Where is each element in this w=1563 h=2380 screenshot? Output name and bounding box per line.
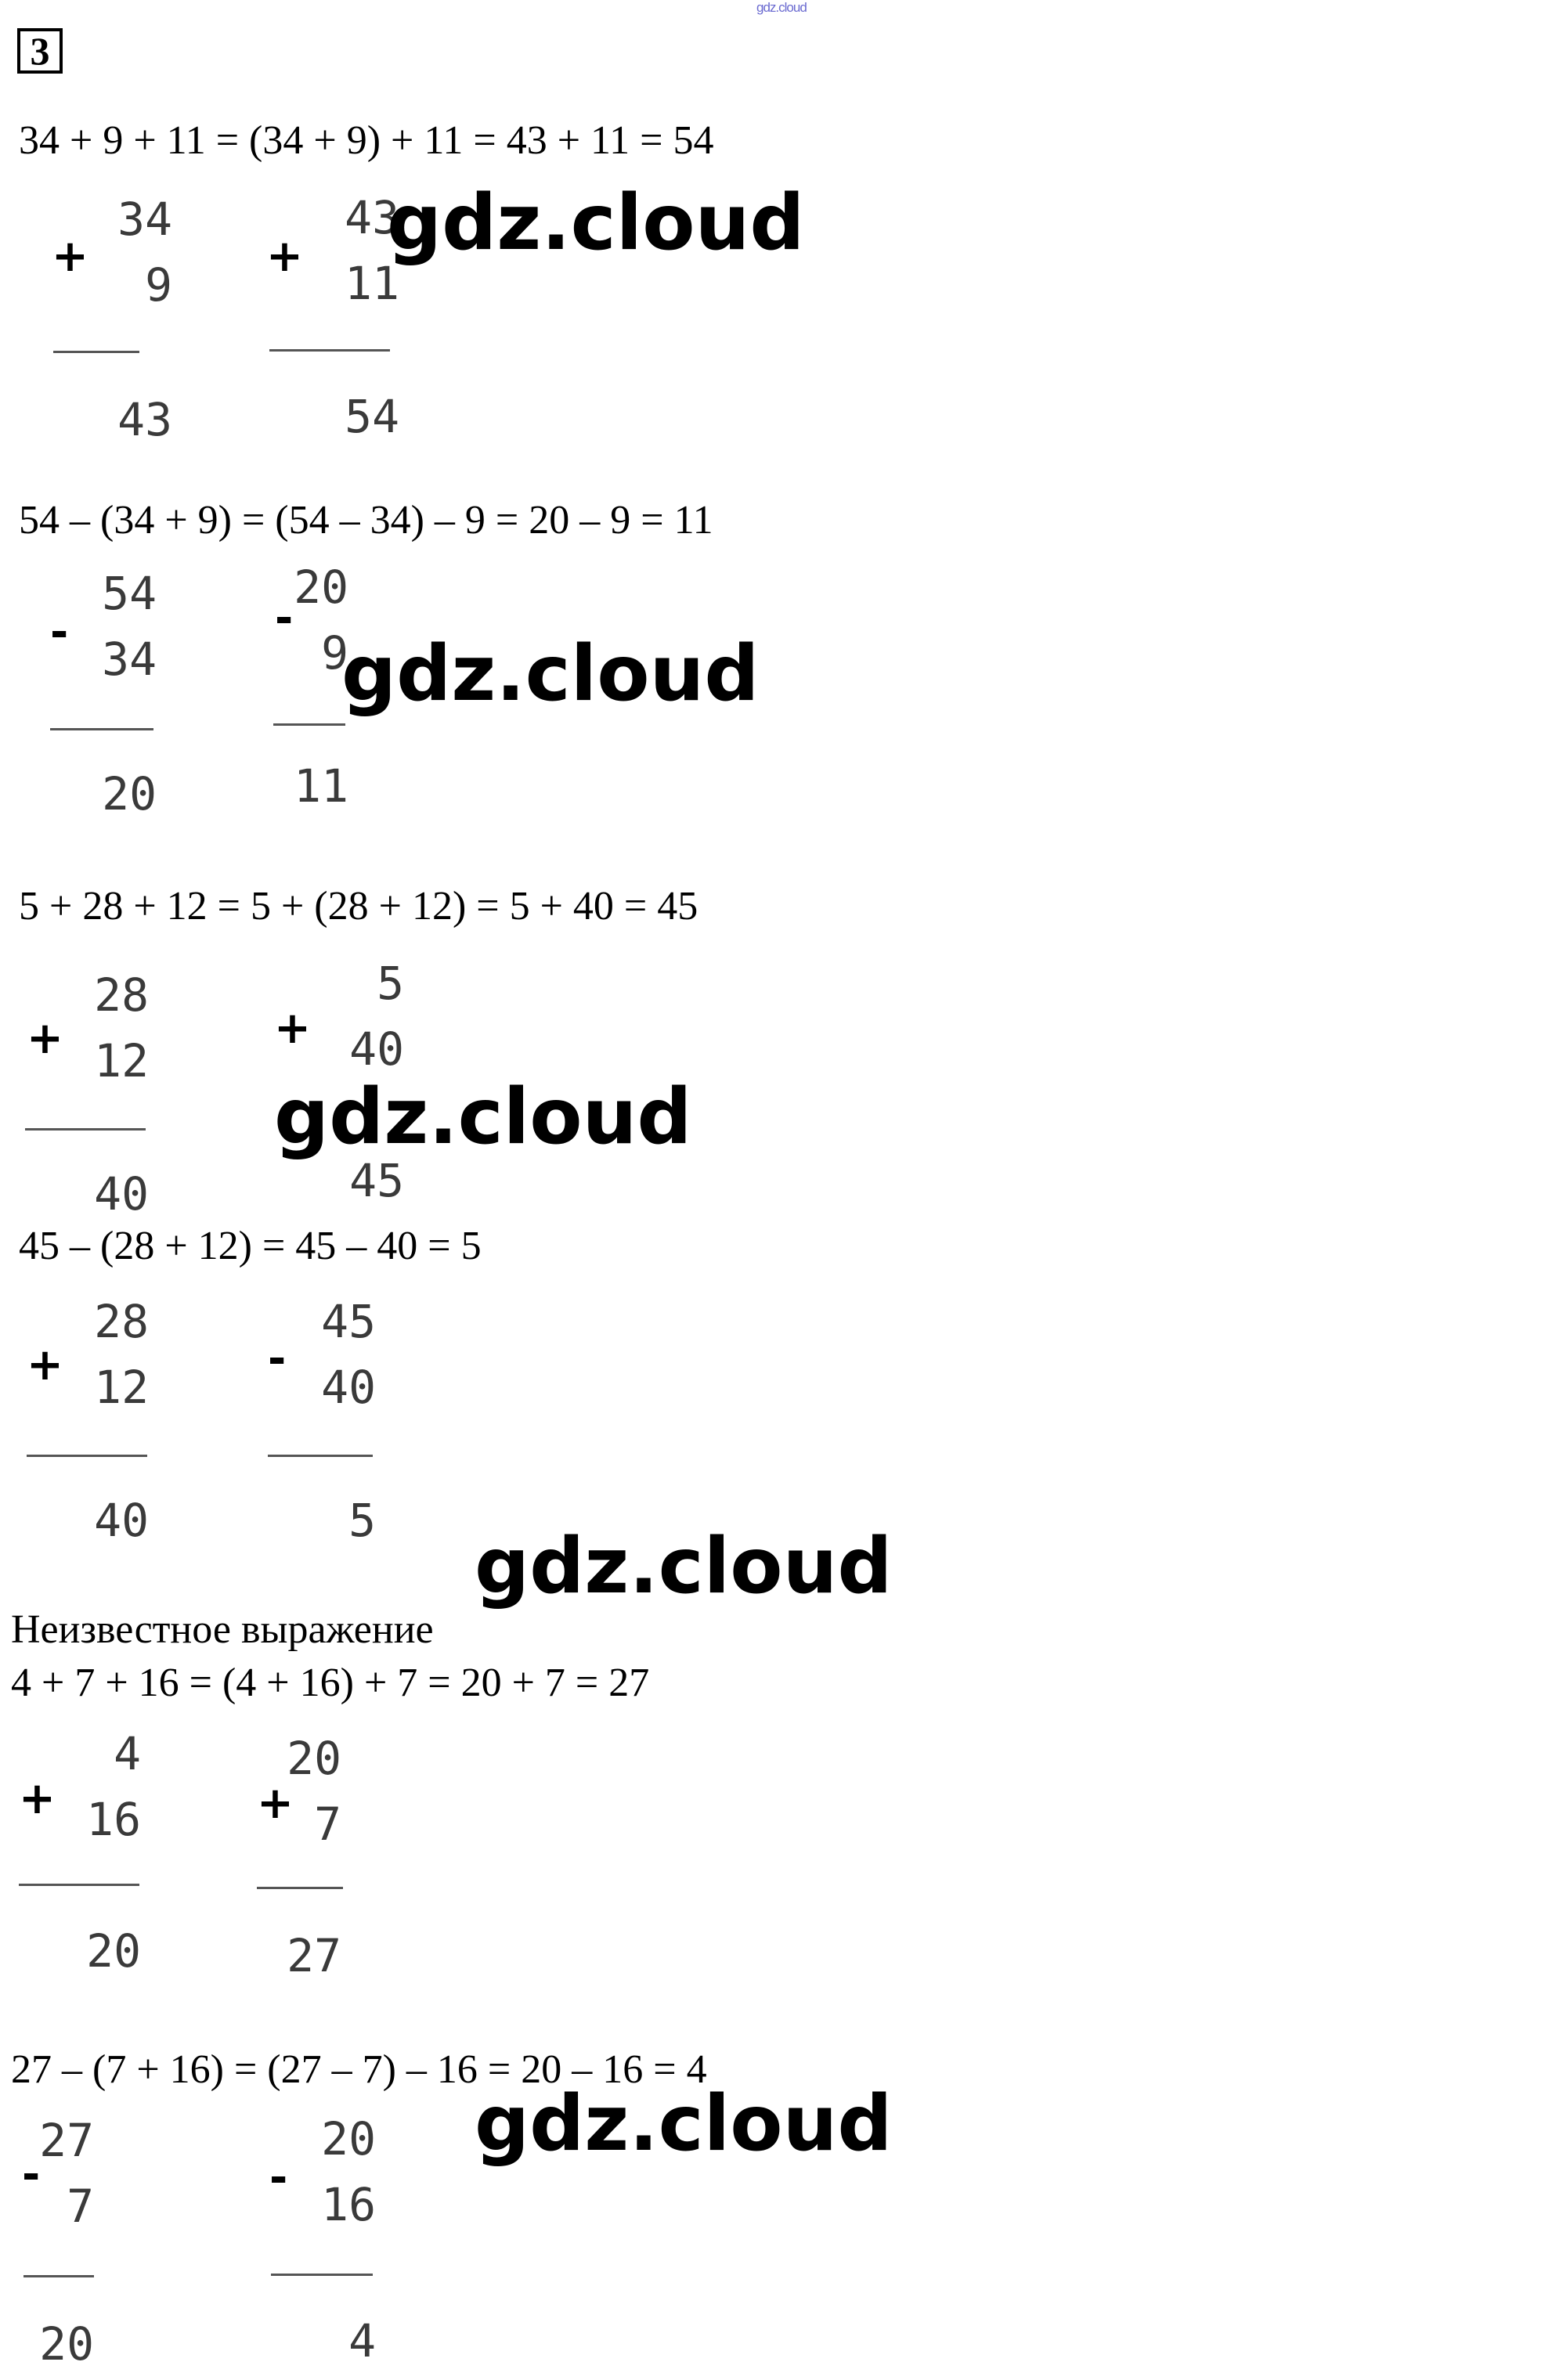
operand-bottom: 40: [349, 1022, 404, 1076]
operand-top: 20: [321, 2112, 376, 2165]
column-subtraction-1: [16, 564, 157, 830]
equation-5: 4 + 7 + 16 = (4 + 16) + 7 = 20 + 7 = 27: [11, 1661, 650, 1705]
column-addition-7: [200, 1732, 341, 1998]
operand-top: 28: [94, 1295, 149, 1348]
plus-sign: +: [274, 1003, 311, 1054]
result-line: [53, 351, 139, 353]
minus-sign: -: [275, 593, 294, 644]
result: 20: [39, 2317, 94, 2371]
result-line: [27, 1455, 147, 1457]
column-addition-2: [258, 188, 399, 454]
plus-sign: +: [266, 231, 303, 282]
column-addition-3: [8, 967, 149, 1233]
column-subtraction-3: [235, 1295, 376, 1561]
plus-sign: +: [27, 1340, 63, 1390]
plus-sign: +: [52, 231, 88, 282]
column-subtraction-5: [235, 2114, 376, 2380]
column-subtraction-2: [208, 561, 348, 827]
operand-bottom: 9: [145, 258, 172, 312]
minus-sign: -: [269, 2152, 288, 2203]
result-line: [268, 1455, 373, 1457]
result: 54: [345, 390, 399, 443]
column-addition-1: [31, 188, 172, 454]
result-line: [273, 723, 345, 726]
equation-4: 45 – (28 + 12) = 45 – 40 = 5: [19, 1224, 482, 1268]
equation-2: 54 – (34 + 9) = (54 – 34) – 9 = 20 – 9 = 11: [19, 498, 713, 543]
unknown-expression-label: Неизвестное выражение: [11, 1607, 434, 1652]
result: 40: [94, 1167, 149, 1221]
result-line: [23, 2275, 94, 2277]
operand-top: 27: [39, 2114, 94, 2167]
operand-bottom: 16: [321, 2178, 376, 2231]
watermark: gdz.cloud: [274, 1073, 692, 1162]
operand-top: 20: [294, 561, 348, 614]
operand-bottom: 11: [345, 257, 399, 310]
equation-3: 5 + 28 + 12 = 5 + (28 + 12) = 5 + 40 = 45: [19, 884, 698, 929]
result: 4: [348, 2314, 376, 2367]
plus-sign: +: [257, 1778, 294, 1829]
result: 40: [94, 1494, 149, 1547]
operand-bottom: 7: [314, 1798, 341, 1851]
operand-top: 43: [345, 191, 399, 244]
operand-bottom: 34: [102, 633, 157, 686]
operand-top: 45: [321, 1295, 376, 1348]
minus-sign: -: [268, 1333, 287, 1384]
result-line: [257, 1887, 343, 1889]
result: 20: [102, 767, 157, 820]
operand-bottom: 12: [94, 1034, 149, 1087]
plus-sign: +: [27, 1013, 63, 1064]
result-line: [25, 1128, 146, 1130]
column-addition-6: [0, 1727, 141, 1993]
result-line: [269, 349, 390, 352]
watermark: gdz.cloud: [475, 2079, 893, 2169]
operand-top: 4: [114, 1727, 141, 1780]
equation-6: 27 – (7 + 16) = (27 – 7) – 16 = 20 – 16 = 4: [11, 2047, 707, 2092]
operand-bottom: 7: [67, 2180, 94, 2233]
operand-bottom: 16: [86, 1793, 141, 1846]
operand-bottom: 9: [321, 626, 348, 680]
operand-top: 34: [117, 193, 172, 246]
plus-sign: +: [19, 1773, 56, 1824]
operand-top: 20: [287, 1732, 341, 1785]
operand-top: 5: [377, 957, 404, 1010]
watermark: gdz.cloud: [341, 629, 760, 719]
column-subtraction-4: [0, 2114, 94, 2380]
operand-bottom: 40: [321, 1361, 376, 1414]
watermark: gdz.cloud: [387, 178, 805, 268]
equation-1: 34 + 9 + 11 = (34 + 9) + 11 = 43 + 11 = 54: [19, 118, 714, 163]
minus-sign: -: [50, 607, 69, 658]
result: 11: [294, 759, 348, 813]
task-number-box: 3: [17, 28, 63, 74]
column-addition-5: [8, 1295, 149, 1561]
result: 5: [348, 1494, 376, 1547]
small-watermark: gdz.cloud: [756, 0, 807, 15]
result-line: [19, 1884, 139, 1886]
operand-bottom: 12: [94, 1361, 149, 1414]
watermark: gdz.cloud: [475, 1522, 893, 1611]
result: 45: [349, 1154, 404, 1207]
result: 27: [287, 1929, 341, 1982]
operand-top: 28: [94, 968, 149, 1022]
minus-sign: -: [22, 2149, 41, 2200]
result-line: [50, 728, 153, 730]
result: 43: [117, 393, 172, 446]
operand-top: 54: [102, 567, 157, 620]
result: 20: [86, 1924, 141, 1978]
result-line: [271, 2274, 373, 2276]
